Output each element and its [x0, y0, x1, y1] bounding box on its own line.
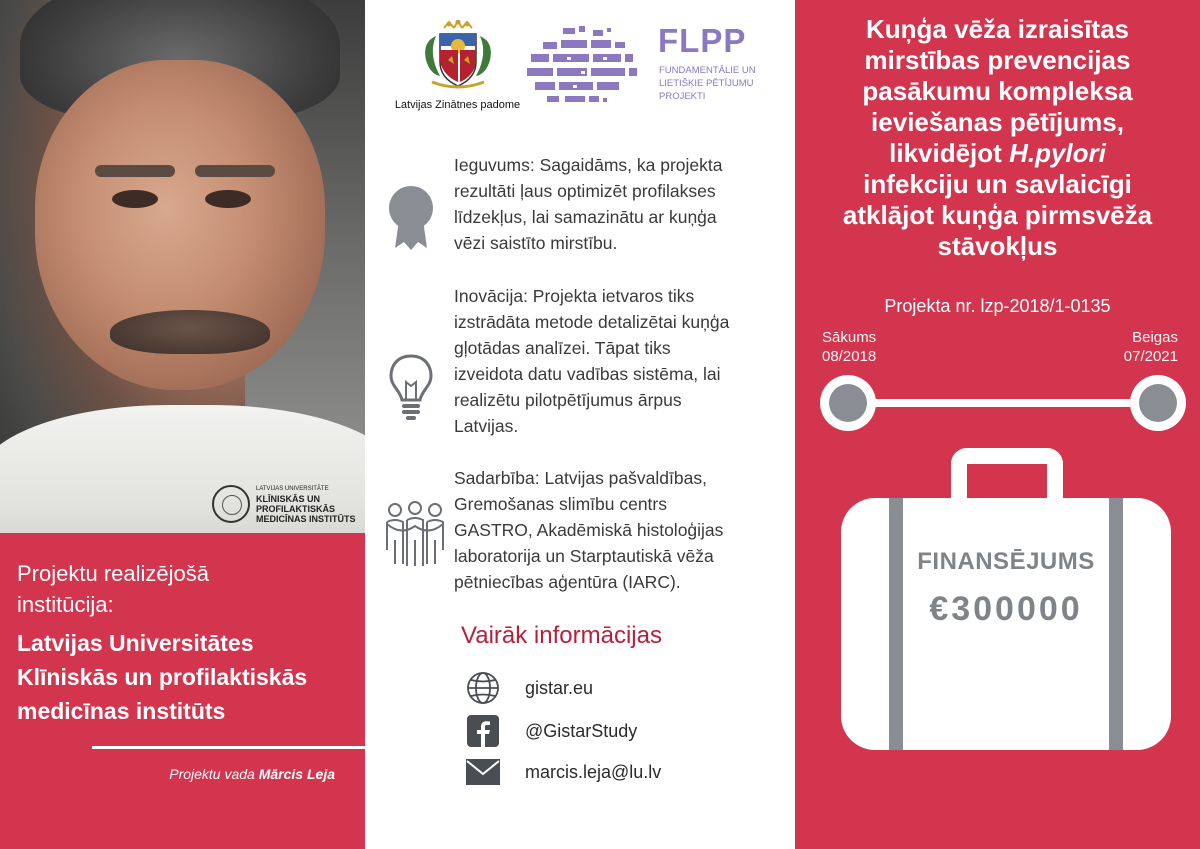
project-timeline	[820, 375, 1180, 431]
more-info-title: Vairāk informācijas	[461, 622, 662, 649]
envelope-icon	[465, 754, 501, 790]
funding-amount: €300000	[929, 590, 1083, 628]
lzp-logo: Latvijas Zinātnes padome	[385, 20, 530, 111]
funding-suitcase	[841, 440, 1171, 750]
timeline-start-node	[820, 375, 876, 431]
pathogen-name: H.pylori	[1009, 138, 1106, 168]
divider	[92, 746, 365, 749]
institution-name: Latvijas Universitātes Klīniskās un profilaktiskās medicīnas institūts	[17, 630, 308, 724]
email-link[interactable]: marcis.leja@lu.lv	[465, 754, 501, 790]
center-panel	[365, 0, 795, 849]
institution-label: Projektu realizējošā institūcija:	[17, 561, 209, 617]
project-lead-name: Mārcis Leja	[258, 766, 335, 782]
mustache	[110, 310, 270, 354]
lu-seal-icon	[212, 485, 250, 523]
project-title: Kuņģa vēža izraisītas mirstības prevencijas pasākumu kompleksa ieviešanas pētījums, likvidējot H.pylori infekciju un savlaicīgi atklājot kuņģa pirmsvēža stāvokļus	[842, 14, 1153, 261]
collaboration-text: Sadarbība: Latvijas pašvaldības, Gremošanas slimību centrs GASTRO, Akadēmiskā histoloģijas laboratorija un Starptautiskā vēža pētniecības aģentūra (IARC).	[454, 468, 724, 592]
website-link[interactable]: gistar.eu	[465, 670, 501, 706]
award-icon	[383, 184, 439, 254]
funding-label: FINANSĒJUMS	[917, 548, 1095, 575]
end-date-label: Beigas 07/2021	[1123, 329, 1178, 365]
facebook-icon	[465, 713, 501, 749]
benefit-text: Ieguvums: Sagaidāms, ka projekta rezultāti ļaus optimizēt profilakses līdzekļus, lai samazinātu ar kuņģa vēzi saistīto mirstību.	[454, 155, 723, 253]
timeline-end-node	[1130, 375, 1186, 431]
left-panel	[0, 0, 365, 849]
people-icon	[383, 500, 447, 570]
right-panel	[795, 0, 1200, 849]
facebook-link[interactable]: @GistarStudy	[465, 713, 501, 749]
project-number: Projekta nr. lzp-2018/1-0135	[884, 296, 1111, 316]
flpp-subtitle: FUNDAMENTĀLIE UN LIETIŠĶIE PĒTĪJUMU PROJEKTI	[659, 65, 756, 102]
start-date-label: Sākums 08/2018	[822, 329, 877, 365]
flpp-pixel-logo-icon	[523, 24, 641, 108]
lu-institute-badge: LATVIJAS UNIVERSITĀTE KLĪNISKĀS UN PROFILAKTISKĀS MEDICĪNAS INSTITŪTS	[212, 478, 362, 530]
innovation-text: Inovācija: Projekta ietvaros tiks izstrādāta metode detalizētai kuņģa gļotādas analīzei. Tāpat tiks izveidota datu vadības sistēma, lai realizētu pilotpētījumus ārpus Latvijas.	[454, 286, 730, 436]
project-lead-photo	[0, 0, 365, 533]
flpp-title: FLPP	[658, 22, 747, 59]
project-lead: Projektu vada Mārcis Leja	[169, 766, 335, 782]
timeline-bar	[870, 399, 1130, 407]
latvia-coat-of-arms-icon	[418, 20, 498, 92]
lightbulb-icon	[383, 352, 439, 422]
globe-icon	[465, 670, 501, 706]
